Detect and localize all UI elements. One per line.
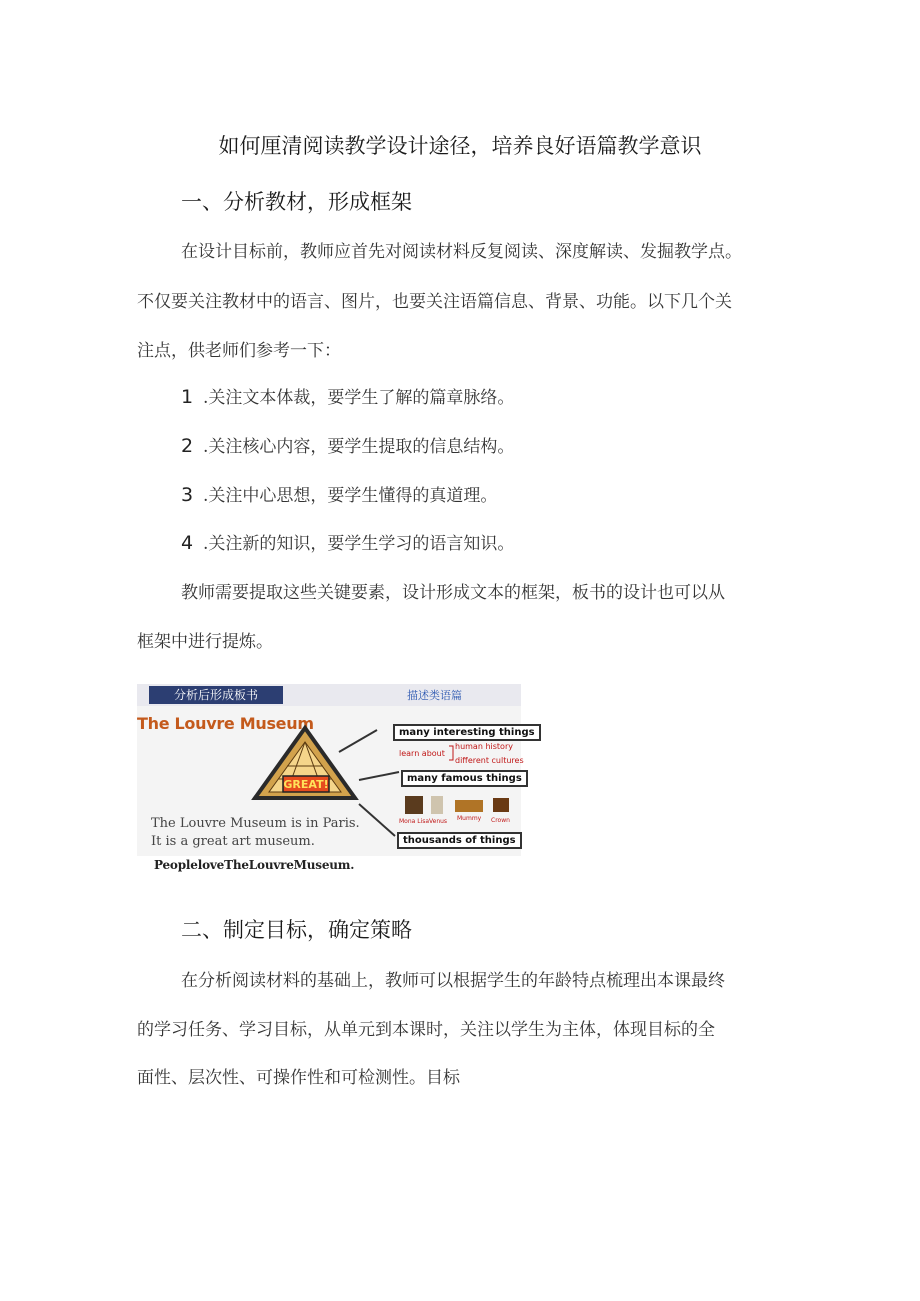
section-heading-2: 二、制定目标，确定策略 <box>181 918 412 942</box>
list-text: .关注核心内容，要学生提取的信息结构。 <box>203 437 515 457</box>
paragraph-line: 注点，供老师们参考一下： <box>137 341 341 361</box>
list-item <box>181 529 514 554</box>
venus-thumbnail <box>431 796 443 814</box>
list-number: 2 <box>181 435 194 457</box>
great-label: GREAT! <box>283 778 329 791</box>
board-design-figure <box>137 684 535 856</box>
list-item <box>181 383 514 408</box>
paragraph-line: 在分析阅读材料的基础上，教师可以根据学生的年龄特点梳理出本课最终 <box>181 971 725 991</box>
list-number: 1 <box>181 386 194 408</box>
list-item <box>181 432 514 457</box>
pic-label-crown: Crown <box>491 817 510 824</box>
pic-label-mummy: Mummy <box>457 815 482 822</box>
figure-sentence-1: The Louvre Museum is in Paris. <box>151 816 360 831</box>
paragraph-line: 教师需要提取这些关键要素，设计形成文本的框架，板书的设计也可以从 <box>181 583 725 603</box>
list-text: .关注中心思想，要学生懂得的真道理。 <box>203 486 498 506</box>
branch-different-cultures: different cultures <box>455 756 524 765</box>
list-number: 3 <box>181 484 194 506</box>
pyramid-icon <box>255 728 355 798</box>
paragraph-line: 框架中进行提炼。 <box>137 632 273 652</box>
mona-lisa-thumbnail <box>405 796 423 814</box>
page-title: 如何厘清阅读教学设计途径，培养良好语篇教学意识 <box>218 134 702 158</box>
pic-label-venus: Venus <box>429 818 448 825</box>
box-thousands-of-things: thousands of things <box>397 832 522 849</box>
list-text: .关注文本体裁，要学生了解的篇章脉络。 <box>203 388 515 408</box>
box-famous-things: many famous things <box>401 770 528 787</box>
crown-thumbnail <box>493 798 509 812</box>
list-text: .关注新的知识，要学生学习的语言知识。 <box>203 534 515 554</box>
paragraph-line: 面性、层次性、可操作性和可检测性。目标 <box>137 1068 460 1088</box>
section-heading-1: 一、分析教材，形成框架 <box>181 190 412 214</box>
box-interesting-things: many interesting things <box>393 724 541 741</box>
list-item <box>181 481 497 506</box>
paragraph-line: 的学习任务、学习目标，从单元到本课时，关注以学生为主体，体现目标的全 <box>137 1020 715 1040</box>
figure-sentence-2: It is a great art museum. <box>151 834 315 849</box>
pic-label-mona-lisa: Mona Lisa <box>399 818 430 825</box>
paragraph-line: 在设计目标前，教师应首先对阅读材料反复阅读、深度解读、发掘教学点。 <box>181 242 742 262</box>
museum-title: The Louvre Museum <box>137 714 314 733</box>
figure-tag: 分析后形成板书 <box>149 686 283 704</box>
figure-caption: PeopleloveTheLouvreMuseum. <box>154 858 355 872</box>
learn-about-label: learn about <box>399 749 445 758</box>
mummy-thumbnail <box>455 800 483 812</box>
list-number: 4 <box>181 532 194 554</box>
figure-genre-label: 描述类语篇 <box>407 689 462 702</box>
paragraph-line: 不仅要关注教材中的语言、图片，也要关注语篇信息、背景、功能。以下几个关 <box>137 292 732 312</box>
branch-human-history: human history <box>455 742 513 751</box>
